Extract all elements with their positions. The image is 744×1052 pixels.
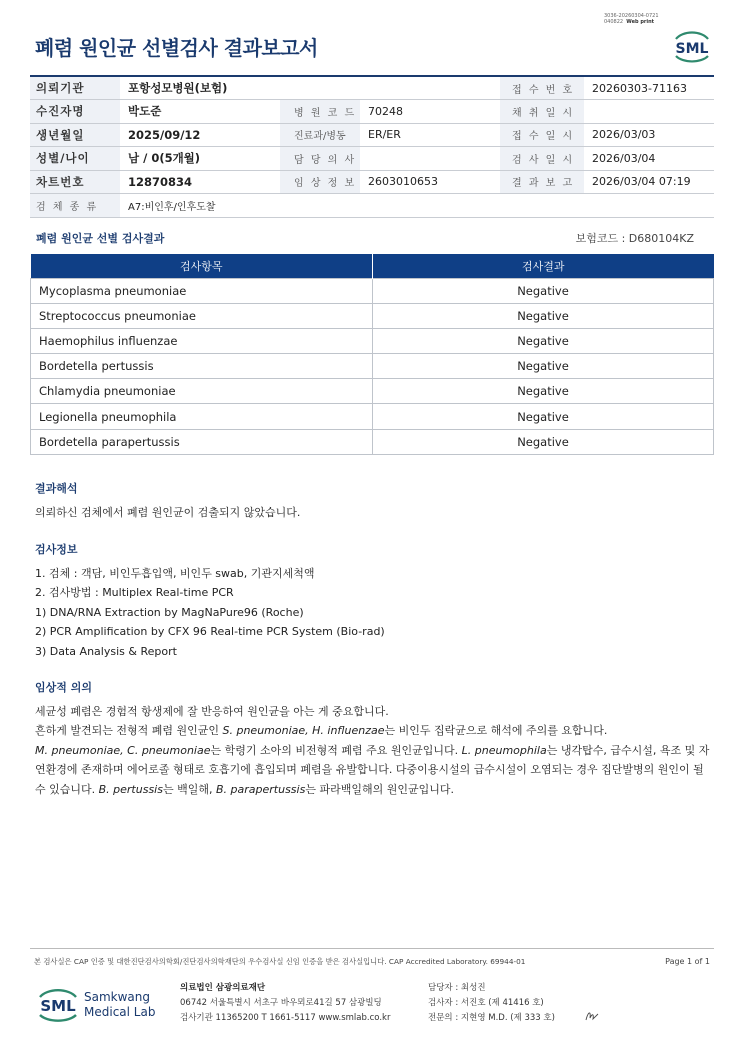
test-item-cell: Bordetella parapertussis (31, 429, 373, 454)
info-row (30, 194, 714, 218)
test-date-value: 2026/03/04 (584, 147, 714, 171)
test-info-section (35, 540, 715, 661)
clinical-text: 는 냉각탑수, 급수시설, 욕조 및 자연환경에 존재하며 에어로졸 형태로 호흡기에 흡입되며 폐렴을 유발합니다. 다중이용시설의 급수시설이 오염되는 경우 집단발병의 원인이 될 수 있습니다. (35, 743, 710, 796)
test-result-cell: Negative (373, 278, 714, 303)
reception-date-label: 접 수 일 시 (500, 123, 584, 147)
test-result-cell: Negative (373, 354, 714, 379)
specimen-value: A7:비인후/인후도찰 (120, 194, 714, 218)
table-row (31, 354, 714, 379)
test-info-line: 3) Data Analysis & Report (35, 644, 177, 658)
organism-name: B. parapertussis (215, 782, 306, 796)
info-row (30, 147, 714, 171)
document-code-line2 (604, 19, 659, 25)
staff-tester: 검사자 : 서진호 (제 41416 호) (428, 998, 544, 1008)
organization-contact: 검사기관 11365200 T 1661-5117 www.smlab.co.kr (180, 1013, 391, 1023)
test-info-line: 1) DNA/RNA Extraction by MagNaPure96 (Roche) (35, 605, 304, 619)
table-row (31, 379, 714, 404)
test-info-heading: 검사정보 (35, 543, 78, 556)
patient-info-table (30, 75, 714, 218)
clinical-text: 는 학령기 소아의 비전형적 폐렴 주요 원인균입니다. (210, 743, 462, 757)
test-item-cell: Legionella pneumophila (31, 404, 373, 429)
organization-info (180, 981, 390, 1026)
signature-icon (583, 1008, 601, 1024)
test-result-cell: Negative (373, 379, 714, 404)
hospital-code-label: 병 원 코 드 (280, 100, 360, 124)
info-row (30, 76, 714, 100)
clinical-section (35, 678, 715, 799)
test-result-cell: Negative (373, 404, 714, 429)
specimen-label: 검 체 종 류 (30, 194, 120, 218)
test-date-label: 검 사 일 시 (500, 147, 584, 171)
document-code-number: 040822 (604, 19, 624, 25)
hospital-code-value: 70248 (360, 100, 500, 124)
info-row (30, 170, 714, 194)
clinical-heading: 임상적 의의 (35, 681, 92, 694)
clinical-text: 흔하게 발견되는 전형적 폐렴 원인균인 (35, 724, 223, 737)
organization-name: 의료법인 삼광의료재단 (180, 983, 266, 993)
staff-manager: 담당자 : 최성진 (428, 983, 486, 993)
doctor-label: 담 당 의 사 (280, 147, 360, 171)
web-print-label: Web print (626, 19, 655, 25)
samkwang-logo-icon (36, 983, 166, 1025)
interpretation-text: 의뢰하신 검체에서 폐렴 원인균이 검출되지 않았습니다. (35, 505, 301, 519)
test-result-cell: Negative (373, 429, 714, 454)
brand-line-2: Medical Lab (84, 1005, 156, 1019)
test-item-cell: Haemophilus influenzae (31, 328, 373, 353)
test-item-cell: Bordetella pertussis (31, 354, 373, 379)
chart-no-label: 차트번호 (30, 170, 120, 194)
sex-age-label: 성별/나이 (30, 147, 120, 171)
test-item-cell: Mycoplasma pneumoniae (31, 278, 373, 303)
test-info-line: 2. 검사방법 : Multiplex Real-time PCR (35, 586, 234, 599)
sex-age-value: 남 / 0(5개월) (120, 147, 280, 171)
document-code (604, 13, 659, 25)
table-row (31, 429, 714, 454)
column-header-result: 검사결과 (373, 254, 714, 278)
clinical-text: 는 파라백일해의 원인균입니다. (305, 782, 454, 796)
collection-date-label: 채 취 일 시 (500, 100, 584, 124)
accreditation-note: 본 검사실은 CAP 인증 및 대한진단검사의학회/진단검사의학재단의 우수검사실 신임 인증을 받은 검사실입니다. CAP Accredited Laboratory. 69944-01 (34, 957, 526, 966)
test-info-line: 2) PCR Amplification by CFX 96 Real-time PCR System (Bio-rad) (35, 625, 385, 638)
organism-name: S. pneumoniae, H. influenzae (222, 724, 385, 737)
table-row (31, 404, 714, 429)
organism-name: L. pneumophila (461, 743, 547, 757)
table-row (31, 278, 714, 303)
table-row (31, 303, 714, 328)
requesting-org-value: 포항성모병원(보험) (120, 76, 500, 100)
page-number: Page 1 of 1 (665, 957, 710, 966)
clinical-text: 는 백일해, (162, 782, 216, 796)
column-header-item: 검사항목 (31, 254, 373, 278)
reception-no-label: 접 수 번 호 (500, 76, 584, 100)
document-code-line1: 3036-20260304-0721 (604, 13, 659, 19)
birth-date-label: 생년월일 (30, 123, 120, 147)
clinical-paragraph-1: 세균성 폐렴은 경험적 항생제에 잘 반응하여 원인균을 아는 게 중요합니다. (35, 704, 389, 718)
reception-no-value: 20260303-71163 (584, 76, 714, 100)
clinical-info-label: 임 상 정 보 (280, 170, 360, 194)
clinical-paragraph-3 (35, 741, 715, 800)
sml-logo-text: SML (40, 997, 76, 1015)
sml-logo-icon (670, 27, 714, 63)
interpretation-heading: 결과해석 (35, 482, 78, 495)
results-table (30, 254, 714, 455)
test-item-cell: Chlamydia pneumoniae (31, 379, 373, 404)
staff-specialist: 전문의 : 지현영 M.D. (제 333 호) (428, 1013, 555, 1023)
info-row (30, 123, 714, 147)
info-row (30, 100, 714, 124)
requesting-org-label: 의뢰기관 (30, 76, 120, 100)
organism-name: B. pertussis (98, 782, 163, 796)
footer-divider (30, 948, 714, 949)
organism-name: M. pneumoniae, C. pneumoniae (35, 743, 211, 757)
clinical-paragraph-2 (35, 721, 715, 741)
chart-no-value: 12870834 (120, 170, 280, 194)
results-header-row (31, 254, 714, 278)
clinical-info-value: 2603010653 (360, 170, 500, 194)
department-label: 진료과/병동 (280, 123, 360, 147)
report-date-label: 결 과 보 고 (500, 170, 584, 194)
organization-address: 06742 서울특별시 서초구 바우뫼로41길 57 삼광빌딩 (180, 998, 382, 1008)
test-info-line: 1. 검체 : 객담, 비인두흡입액, 비인두 swab, 기관지세척액 (35, 566, 315, 580)
birth-date-value: 2025/09/12 (120, 123, 280, 147)
test-item-cell: Streptococcus pneumoniae (31, 303, 373, 328)
brand-line-1: Samkwang (84, 990, 150, 1004)
report-date-value: 2026/03/04 07:19 (584, 170, 714, 194)
insurance-code: 보험코드 : D680104KZ (575, 232, 694, 245)
clinical-text: 는 비인두 집락균으로 해석에 주의를 요합니다. (384, 724, 608, 737)
staff-info (428, 981, 555, 1026)
test-result-cell: Negative (373, 328, 714, 353)
reception-date-value: 2026/03/03 (584, 123, 714, 147)
doctor-value (360, 147, 500, 171)
patient-name-label: 수진자명 (30, 100, 120, 124)
test-result-cell: Negative (373, 303, 714, 328)
patient-name-value: 박도준 (120, 100, 280, 124)
department-value: ER/ER (360, 123, 500, 147)
sml-logo-text: SML (675, 41, 709, 57)
results-section-heading: 폐렴 원인균 선별 검사결과 (36, 232, 165, 245)
report-title: 폐렴 원인균 선별검사 결과보고서 (35, 36, 318, 60)
table-row (31, 328, 714, 353)
interpretation-section (35, 479, 715, 522)
collection-date-value (584, 100, 714, 124)
